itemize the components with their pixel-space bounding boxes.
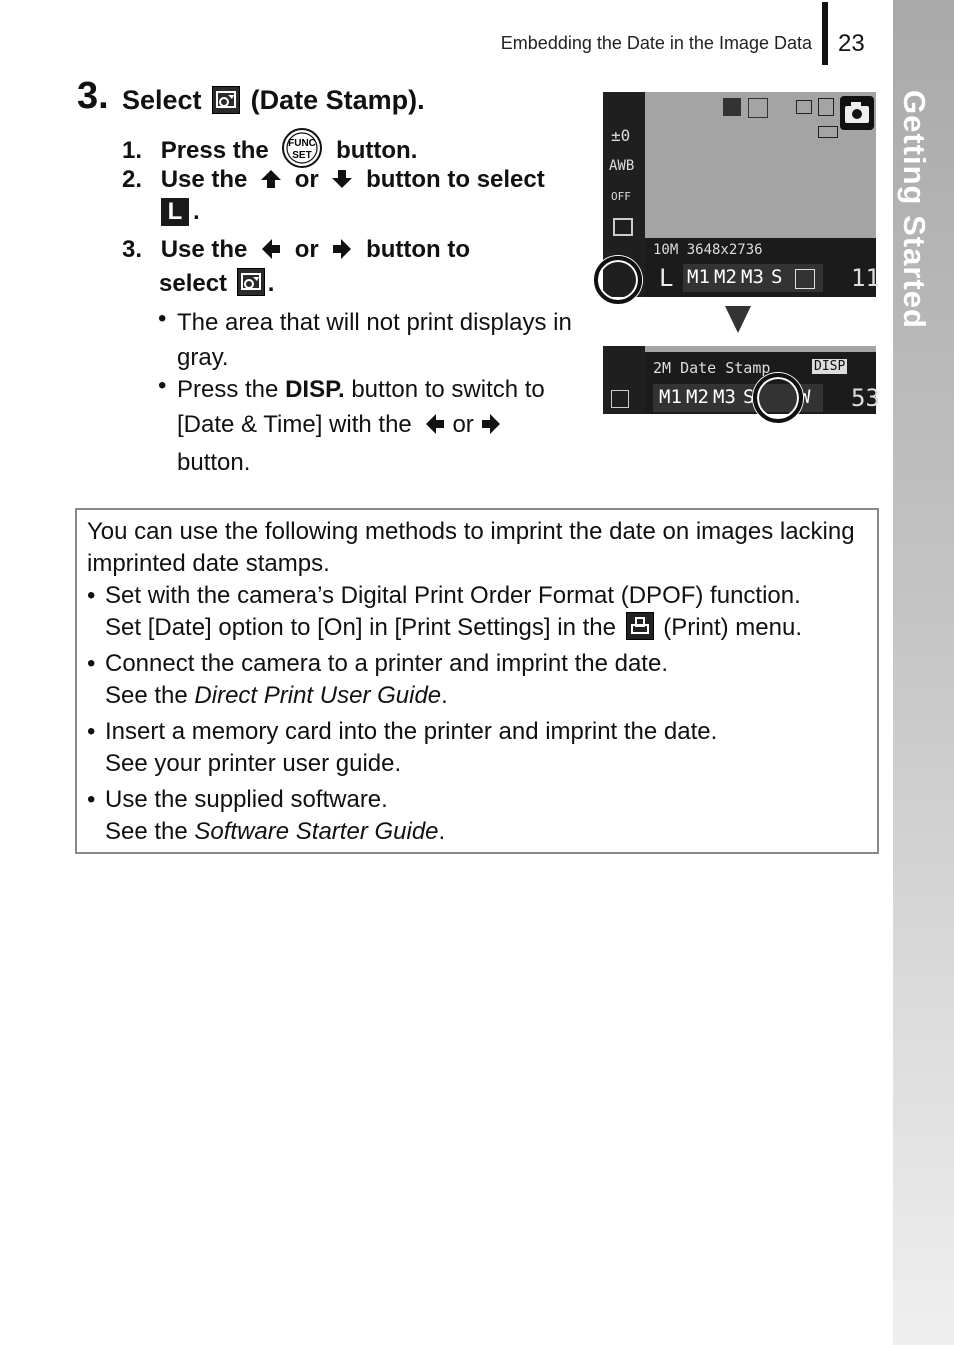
camera-mode-icon [840,96,874,130]
battery-icon [818,126,838,138]
right-arrow-icon [331,238,353,267]
left-arrow-icon [260,238,282,267]
sub-step-number: 1. [122,137,143,164]
note-text: See your printer user guide. [105,750,402,777]
af-mode-icon [818,98,834,116]
sub-step-text: button. [336,137,418,164]
note-text: Set with the camera’s Digital Print Order Format (DPOF) function. [105,582,801,609]
right-arrow-icon [480,410,502,445]
step-title-prefix: Select [122,85,202,115]
highlight-ring [594,256,642,304]
date-stamp-icon [212,86,240,114]
self-timer-icon [613,218,633,236]
option-m1: M1 [687,266,710,288]
date-stamp-option-icon [795,269,815,289]
option-w: W [799,386,811,408]
option-m2: M2 [714,266,737,288]
camera-screen-date-stamp [603,346,880,414]
drive-mode-icon [796,100,812,114]
section-tab-label: Getting Started [897,90,932,329]
bullet-disp-button: • Press the DISP. button to switch to [Date & Time] with the or button. [158,372,545,476]
flash-auto-icon [748,98,768,118]
note-text: See the [105,682,188,709]
disp-badge: DISP [814,359,846,374]
note-item-software: • Use the supplied software. See the Software Starter Guide. [87,784,867,848]
sub-step-number: 3. [122,236,143,263]
date-stamp-option-icon [611,390,629,408]
note-text: See the [105,818,188,845]
option-m3: M3 [713,386,736,408]
note-text: (Print) menu. [663,614,802,641]
note-box [75,508,879,854]
sub-step-text: Use the [160,236,248,263]
print-icon [626,612,654,640]
bullet-text: Press the [177,376,279,403]
step-title-suffix: (Date Stamp). [250,85,425,115]
bullet-text: button to switch to [351,376,545,403]
running-head: Embedding the Date in the Image Data [500,33,812,53]
func-label: FUNC [288,138,317,149]
option-s: S [771,266,783,288]
step-number: 3. [77,75,109,117]
note-text: . [441,682,448,709]
sub-step-2 [122,166,545,197]
option-s: S [743,386,755,408]
shots-remaining: 11 [851,264,880,292]
option-m2: M2 [686,386,709,408]
large-resolution-icon: L [161,198,189,226]
sub-step-text: . [267,270,275,297]
sub-step-3-line2 [159,268,274,298]
sub-step-number: 2. [122,166,143,193]
camera-screen-large [603,92,880,297]
page-number: 23 [838,30,865,57]
resolution-info: 10M 3648x2736 [653,242,763,258]
step-title [122,85,425,116]
sub-step-text: select [159,270,228,297]
option-m1: M1 [659,386,682,408]
sub-step-text: Press the [160,137,269,164]
up-arrow-icon [260,168,282,197]
flash-off-icon: OFF [611,190,631,203]
guide-title: Software Starter Guide [194,818,439,845]
bullet-gray-area: • The area that will not print displays in gray. [158,305,578,375]
iso-auto-icon [723,98,741,116]
highlight-ring [753,373,803,423]
bullet-text: The area that will not print displays in gray. [177,309,572,371]
sub-step-text: or [294,166,319,193]
note-text: Use the supplied software. [105,786,388,813]
header-divider [822,2,828,65]
note-text: Connect the camera to a printer and imprint the date. [105,650,668,677]
bullet-text: [Date & Time] with the [177,411,412,438]
note-item-printer: • Connect the camera to a printer and imprint the date. See the Direct Print User Guide. [87,648,867,712]
date-stamp-icon [237,268,265,296]
bullet-text: button. [177,449,251,476]
option-m3: M3 [741,266,764,288]
sub-step-text: button to [366,236,471,263]
note-text: . [438,818,446,845]
sub-step-text: button to select [366,166,545,193]
resolution-info: 2M Date Stamp [653,359,771,377]
note-text: Set [Date] option to [On] in [Print Settings] in the [105,614,616,641]
guide-title: Direct Print User Guide [194,682,442,709]
sub-step-text: Use the [160,166,248,193]
set-label: SET [292,150,313,161]
note-item-dpof: • Set with the camera’s Digital Print Order Format (DPOF) function. Set [Date] option to [On] in [Print Settings] in the (Print) menu. [87,580,867,644]
down-arrow-icon [331,168,353,197]
sub-step-text: or [294,236,319,263]
disp-label: DISP. [285,376,345,403]
note-intro: You can use the following methods to imprint the date on images lacking imprinted date stamps. [87,518,855,577]
shots-remaining: 53 [851,384,880,412]
bullet-text: or [452,411,474,438]
option-l: L [659,264,674,292]
white-balance-icon: AWB [609,158,635,174]
sub-step-3 [122,236,470,267]
note-item-memory-card: • Insert a memory card into the printer and imprint the date. See your printer user guide. [87,716,867,780]
exposure-icon: ±0 [611,126,631,145]
left-arrow-icon [424,410,446,445]
note-text: Insert a memory card into the printer and imprint the date. [105,718,718,745]
transition-arrow-icon [724,305,752,335]
sub-step-2-end: . [193,198,200,225]
